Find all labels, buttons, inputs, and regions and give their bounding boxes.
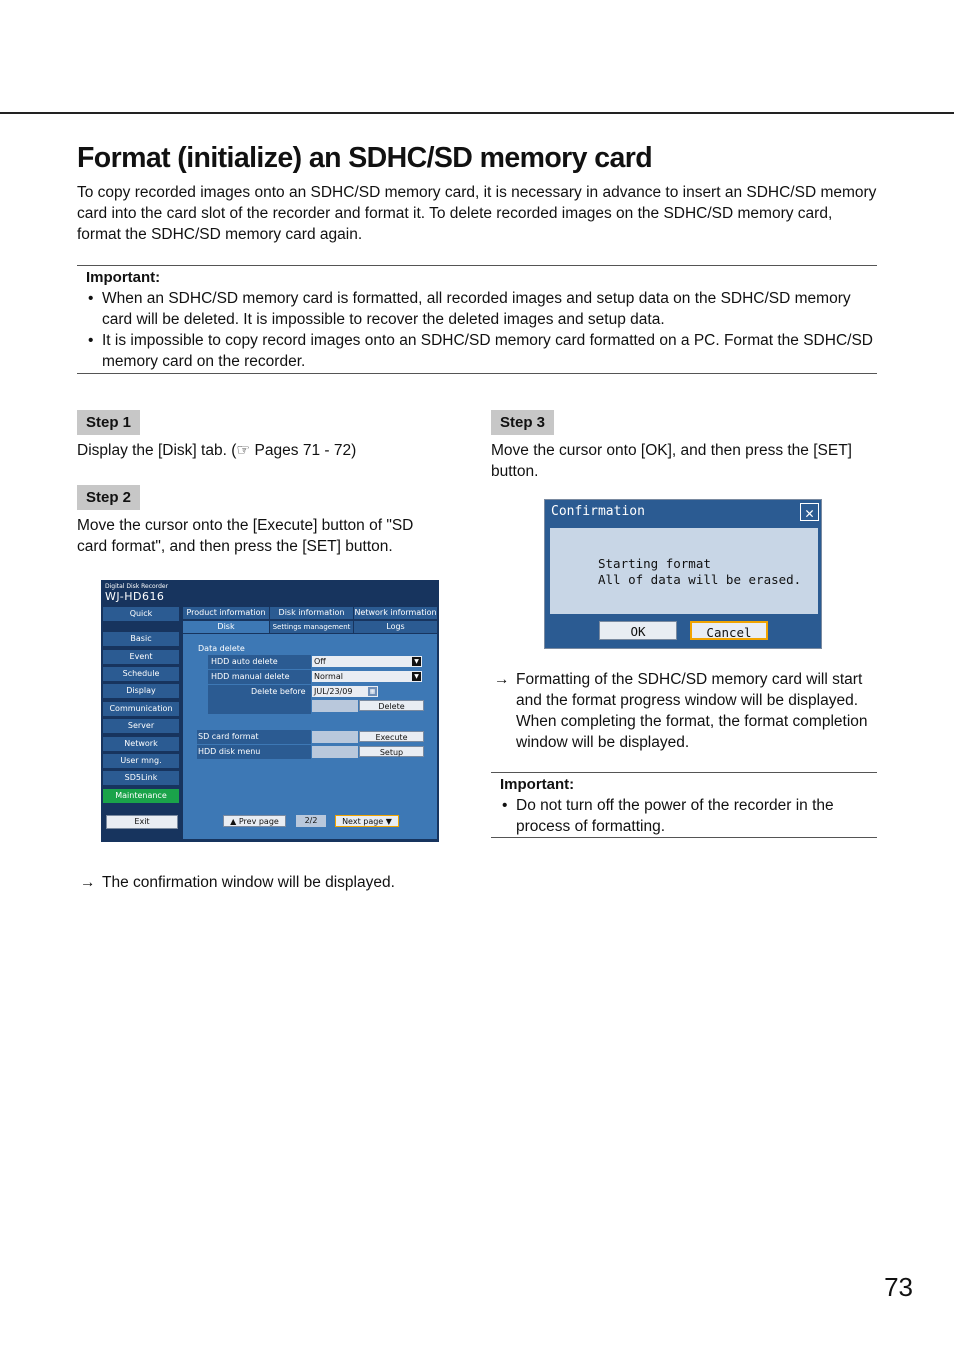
delete-button[interactable]: Delete (359, 700, 424, 711)
dialog-message-line-1: Starting format (598, 556, 711, 571)
tab-logs[interactable]: Logs (354, 621, 437, 633)
sidebar-item-quick[interactable]: Quick (103, 607, 179, 621)
sidebar-item-event[interactable]: Event (103, 650, 179, 664)
hdd-manual-delete-select[interactable] (312, 671, 422, 682)
setup-button[interactable]: Setup (359, 746, 424, 757)
hdd-disk-menu-label: HDD disk menu (198, 747, 261, 756)
hdd-auto-delete-label: HDD auto delete (211, 657, 278, 666)
step-3-result-text: Formatting of the SDHC/SD memory card will start and the format progress window will be displayed. When completing the format, the format completion window will be displayed. (516, 671, 868, 751)
delete-spacer (312, 700, 358, 712)
step-3-text: Move the cursor onto [OK], and then press the [SET] button. (491, 442, 852, 480)
delete-before-label: Delete before (251, 687, 306, 696)
step-2-text: Move the cursor onto the [Execute] button of "SD card format", and then press the [SET] button. (77, 517, 414, 555)
exit-button[interactable]: Exit (106, 815, 178, 829)
sidebar-item-sd5link[interactable]: SD5Link (103, 771, 179, 785)
important-title: Important: (86, 269, 161, 286)
step-2-result-text: The confirmation window will be displayed. (102, 874, 395, 891)
recorder-screen (101, 580, 439, 842)
sidebar-item-communication[interactable]: Communication (103, 702, 179, 716)
important-title: Important: (500, 776, 575, 793)
step-1-text: Display the [Disk] tab. (☞ Pages 71 - 72) (77, 442, 357, 459)
execute-button[interactable]: Execute (359, 731, 424, 742)
next-page-label: Next page (342, 817, 384, 826)
prev-page-button[interactable] (223, 815, 286, 827)
tab-network-information[interactable]: Network information (354, 608, 437, 617)
tab-settings-management[interactable]: Settings management (270, 621, 353, 633)
important-list (491, 795, 877, 837)
step-1-label: Step 1 (77, 410, 140, 435)
chevron-down-icon: ▼ (412, 657, 421, 666)
hdd-auto-delete-value: Off (314, 657, 326, 666)
calendar-icon[interactable]: ▦ (369, 688, 376, 695)
tab-product-information[interactable]: Product information (183, 607, 269, 619)
chevron-down-icon: ▼ (412, 672, 421, 681)
important-box-1 (77, 265, 877, 374)
intro-paragraph: To copy recorded images onto an SDHC/SD memory card, it is necessary in advance to insert an SDHC/SD memory card into the card slot of the recorder and format it. To delete recorded images on the SDHC/SD memory card, format the SDHC/SD memory card again. (77, 184, 877, 243)
step-3-result (491, 669, 877, 753)
tab-disk[interactable]: Disk (183, 621, 269, 633)
delete-before-date-input[interactable] (312, 686, 378, 697)
step-2-result (77, 872, 482, 893)
tab-disk-information[interactable]: Disk information (270, 607, 353, 619)
hdd-auto-delete-select[interactable] (312, 656, 422, 667)
next-page-button[interactable] (335, 815, 399, 827)
confirmation-dialog (544, 499, 822, 649)
recorder-brand: Digital Disk Recorder (105, 583, 169, 590)
important-box-2 (491, 772, 877, 838)
triangle-down-icon: ▼ (383, 817, 392, 826)
hdd-disk-menu-spacer (312, 746, 358, 758)
important-list (77, 288, 877, 372)
arrow-icon: → (494, 671, 510, 688)
recorder-model: WJ-HD616 (105, 590, 165, 603)
important-item: • When an SDHC/SD memory card is formatted, all recorded images and setup data on the SDHC/SD memory card will be deleted. It is impossible to recover the deleted images and setup data. (77, 288, 877, 330)
sd-card-format-label: SD card format (198, 732, 259, 741)
triangle-up-icon: ▲ (230, 817, 239, 826)
prev-page-label: Prev page (238, 817, 279, 826)
step-2-label: Step 2 (77, 485, 140, 510)
sidebar-item-network[interactable]: Network (103, 737, 179, 751)
top-rule (0, 112, 954, 114)
important-item: • Do not turn off the power of the recorder in the process of formatting. (491, 795, 877, 837)
sidebar-item-schedule[interactable]: Schedule (103, 667, 179, 681)
sidebar-item-server[interactable]: Server (103, 719, 179, 733)
sd-card-format-spacer (312, 731, 358, 743)
delete-before-value: JUL/23/09 (314, 687, 353, 696)
page-number: 73 (884, 1272, 913, 1302)
ok-button[interactable]: OK (599, 621, 677, 640)
hdd-manual-delete-label: HDD manual delete (211, 672, 290, 681)
step-3-label: Step 3 (491, 410, 554, 435)
hdd-manual-delete-value: Normal (314, 672, 343, 681)
sidebar-item-basic[interactable]: Basic (103, 632, 179, 646)
close-icon[interactable]: ✕ (800, 503, 819, 521)
page-indicator: 2/2 (296, 815, 326, 827)
dialog-title: Confirmation (551, 504, 645, 519)
data-delete-heading: Data delete (198, 644, 245, 653)
sidebar-item-user-mng[interactable]: User mng. (103, 754, 179, 768)
dialog-message-line-2: All of data will be erased. (598, 572, 802, 587)
sidebar-item-maintenance[interactable]: Maintenance (103, 789, 179, 803)
arrow-icon: → (80, 874, 96, 891)
sidebar-item-display[interactable]: Display (103, 684, 179, 698)
page-title: Format (initialize) an SDHC/SD memory card (77, 142, 653, 174)
important-item: • It is impossible to copy record images onto an SDHC/SD memory card formatted on a PC. Format the SDHC/SD memory card on the recorder. (77, 330, 877, 372)
dialog-body (550, 528, 818, 614)
cancel-button[interactable]: Cancel (690, 621, 768, 640)
